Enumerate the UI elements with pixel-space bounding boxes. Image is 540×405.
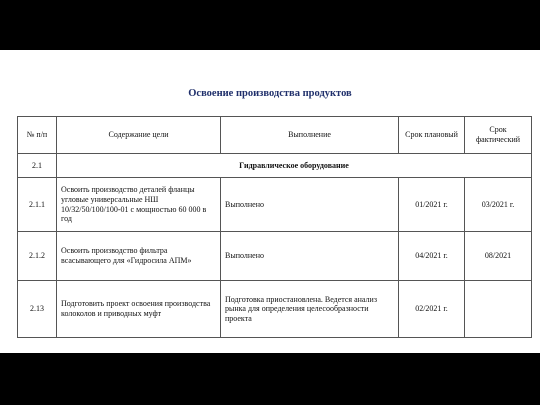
slide (0, 50, 540, 353)
row-execution: Выполнено (221, 232, 399, 281)
table-row (18, 232, 532, 281)
section-title: Гидравлическое оборудование (57, 154, 532, 178)
row-goal: Освоить производство фильтра всасывающего для «Гидросила АПМ» (57, 232, 221, 281)
row-execution: Подготовка приостановлена. Ведется анализ рынка для определения целесообразности проекта (221, 281, 399, 338)
header-goal: Содержание цели (57, 117, 221, 154)
row-num: 2.13 (18, 281, 57, 338)
header-execution: Выполнение (221, 117, 399, 154)
row-goal: Освоить производство деталей фланцы угловые универсальные НШ 10/32/50/100/100-01 с мощностью 60 000 в год (57, 178, 221, 232)
section-num: 2.1 (18, 154, 57, 178)
row-planned: 02/2021 г. (399, 281, 465, 338)
table-header-row (18, 117, 532, 154)
section-row (18, 154, 532, 178)
row-actual: 08/2021 (465, 232, 532, 281)
row-num: 2.1.2 (18, 232, 57, 281)
slide-title: Освоение производства продуктов (188, 88, 352, 99)
header-num: № п/п (18, 117, 57, 154)
table-row (18, 281, 532, 338)
row-num: 2.1.1 (18, 178, 57, 232)
row-planned: 01/2021 г. (399, 178, 465, 232)
goals-table (17, 116, 532, 338)
row-goal: Подготовить проект освоения производства колоколов и приводных муфт (57, 281, 221, 338)
header-actual: Срок фактический (465, 117, 532, 154)
row-execution: Выполнено (221, 178, 399, 232)
header-planned: Срок плановый (399, 117, 465, 154)
row-planned: 04/2021 г. (399, 232, 465, 281)
table-row (18, 178, 532, 232)
row-actual: 03/2021 г. (465, 178, 532, 232)
row-actual (465, 281, 532, 338)
